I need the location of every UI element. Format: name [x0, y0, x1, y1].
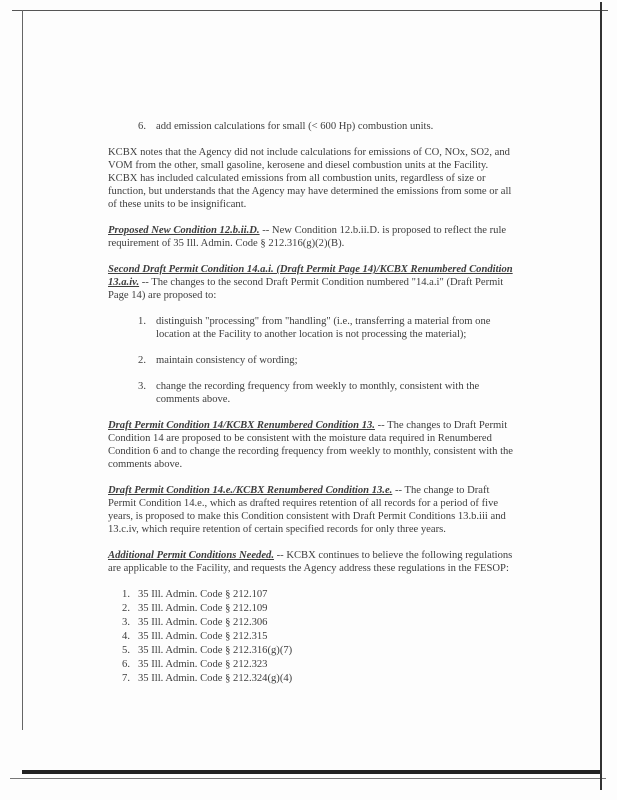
- regulations-list: [108, 588, 516, 685]
- item-number: 4.: [122, 631, 130, 642]
- item-text: maintain consistency of wording;: [156, 355, 298, 366]
- item-text: add emission calculations for small (< 600 Hp) combustion units.: [156, 121, 434, 132]
- item-number: 7.: [122, 673, 130, 684]
- scan-border-left: [22, 10, 23, 730]
- section-text: -- The change to Draft Permit Condition 14.e., which as drafted requires retention of all records for a period of five years, is proposed to make this Condition consistent with Draft Permit Conditions 13.b.iii and 13.c.iv, which require retention of certain specified records for only three years.: [108, 485, 506, 535]
- item-text: 35 Ill. Admin. Code § 212.316(g)(7): [138, 645, 293, 656]
- item-number: 6.: [122, 659, 130, 670]
- list-item: [108, 616, 516, 629]
- list-item-6: [108, 120, 516, 133]
- list-item: [108, 588, 516, 601]
- paragraph-condition-14: [108, 419, 516, 471]
- list-item: [108, 658, 516, 671]
- item-number: 3.: [138, 381, 146, 392]
- item-number: 2.: [122, 603, 130, 614]
- scan-border-right: [600, 10, 602, 780]
- item-text: 35 Ill. Admin. Code § 212.323: [138, 659, 268, 670]
- item-text: 35 Ill. Admin. Code § 212.306: [138, 617, 268, 628]
- list-item: [108, 672, 516, 685]
- item-text: 35 Ill. Admin. Code § 212.324(g)(4): [138, 673, 293, 684]
- section-heading: Second Draft Permit Condition 14.a.i. (Draft Permit Page 14)/KCBX Renumbered Condition 13.a.iv.: [108, 264, 513, 288]
- list-item: [108, 602, 516, 615]
- item-number: 1.: [122, 589, 130, 600]
- section-text: -- New Condition 12.b.ii.D. is proposed to reflect the rule requirement of 35 Ill. Admin. Code § 212.316(g)(2)(B).: [108, 225, 507, 249]
- paragraph-combustion-notes: KCBX notes that the Agency did not include calculations for emissions of CO, NOx, SO2, and VOM from the other, small gasoline, kerosene and diesel combustion units at the Facility. KCBX has included calculated emissions from all combustion units, regardless of size or function, but understands that the Agency may have determined the emissions from some or all of these units to be insignificant.: [108, 147, 512, 210]
- section-heading: Draft Permit Condition 14.e./KCBX Renumbered Condition 13.e.: [108, 485, 393, 496]
- item-number: 3.: [122, 617, 130, 628]
- item-text: distinguish "processing" from "handling" (i.e., transferring a material from one location at the Facility to another location is not processing the material);: [156, 316, 491, 340]
- section-heading: Draft Permit Condition 14/KCBX Renumbered Condition 13.: [108, 420, 375, 431]
- item-number: 2.: [138, 355, 146, 366]
- section-heading: Additional Permit Conditions Needed.: [108, 550, 274, 561]
- item-text: change the recording frequency from weekly to monthly, consistent with the comments above.: [156, 381, 480, 405]
- item-text: 35 Ill. Admin. Code § 212.315: [138, 631, 268, 642]
- scan-mark-bottom: [600, 770, 602, 790]
- list-item: [108, 380, 516, 406]
- item-text: 35 Ill. Admin. Code § 212.107: [138, 589, 268, 600]
- item-number: 5.: [122, 645, 130, 656]
- list-item: [108, 644, 516, 657]
- section-text: -- The changes to Draft Permit Condition 14 are proposed to be consistent with the moisture data required in Renumbered Condition 6 and to change the recording frequency from weekly to monthly, consistent with the comments above.: [108, 420, 514, 470]
- item-number: 6.: [138, 121, 146, 132]
- list-item: [108, 630, 516, 643]
- paragraph-condition-14e: [108, 484, 516, 536]
- scan-border-bottom-thin: [10, 778, 606, 779]
- section-text: -- The changes to the second Draft Permit Condition numbered "14.a.i" (Draft Permit Page 14) are proposed to:: [108, 277, 504, 301]
- list-item: [108, 354, 516, 367]
- scan-border-top: [12, 10, 608, 11]
- section-heading: Proposed New Condition 12.b.ii.D.: [108, 225, 260, 236]
- paragraph-additional-conditions: [108, 549, 516, 575]
- scan-mark-top: [600, 2, 602, 12]
- item-number: 1.: [138, 316, 146, 327]
- paragraph-condition-12bii: [108, 224, 516, 250]
- section-text: -- KCBX continues to believe the following regulations are applicable to the Facility, and requests the Agency address these regulations in the FESOP:: [108, 550, 513, 574]
- scan-border-bottom: [22, 770, 602, 774]
- proposed-changes-list: [108, 315, 516, 406]
- document-body: [108, 120, 516, 686]
- paragraph-condition-14ai: [108, 263, 516, 302]
- item-text: 35 Ill. Admin. Code § 212.109: [138, 603, 268, 614]
- list-item: [108, 315, 516, 341]
